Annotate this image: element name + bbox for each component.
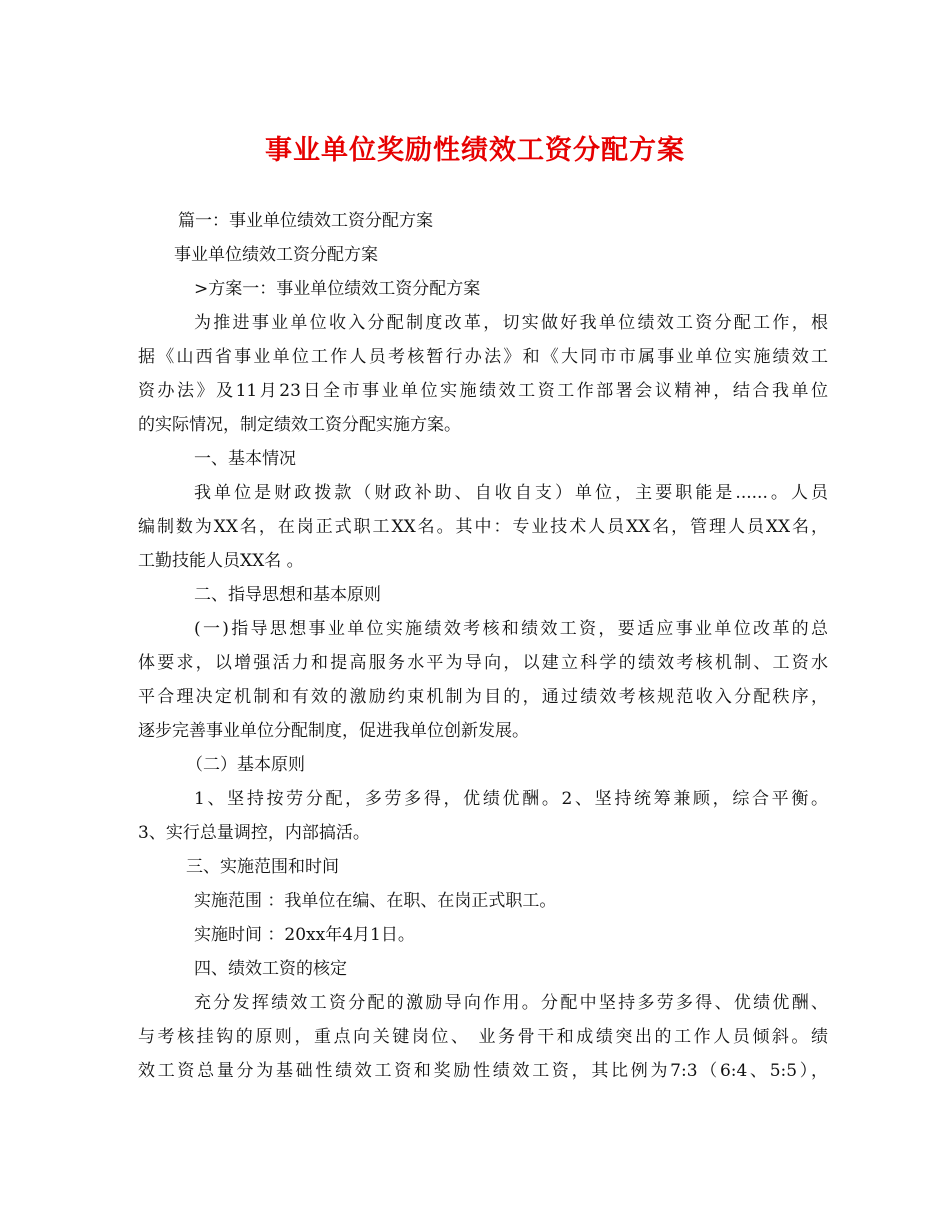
paragraph-line: 实施范围 ：我单位在编、在职、在岗正式职工。 <box>194 891 557 911</box>
section-heading: 三、实施范围和时间 <box>186 857 339 877</box>
paragraph-line: 平合理决定机制和有效的激励约束机制为目的，通过绩效考核规范收入分配秩序， <box>138 687 828 707</box>
section-heading: 篇一：事业单位绩效工资分配方案 <box>178 211 433 231</box>
subheading: >方案一：事业单位绩效工资分配方案 <box>194 279 481 299</box>
document-body <box>138 204 828 1088</box>
paragraph-line: 我单位是财政拨款（财政补助、自收自支）单位，主要职能是......。人员 <box>194 483 828 503</box>
paragraph-line: 实施时间 ：20xx年4月1日。 <box>194 925 415 945</box>
subheading: （二）基本原则 <box>186 755 305 775</box>
subheading: 事业单位绩效工资分配方案 <box>174 245 378 265</box>
paragraph-line: 与考核挂钩的原则，重点向关键岗位、 业务骨干和成绩突出的工作人员倾斜。绩 <box>138 1027 828 1047</box>
paragraph-line: 体要求，以增强活力和提高服务水平为导向，以建立科学的绩效考核机制、工资水 <box>138 653 828 673</box>
document-title: 事业单位奖励性绩效工资分配方案 <box>265 135 685 166</box>
paragraph-line: 工勤技能人员XX名 。 <box>138 551 304 571</box>
paragraph-line: (一)指导思想事业单位实施绩效考核和绩效工资，要适应事业单位改革的总 <box>194 619 828 639</box>
section-heading: 一、基本情况 <box>194 449 296 469</box>
paragraph-line: 效工资总量分为基础性绩效工资和奖励性绩效工资，其比例为7:3（6:4、5:5）， <box>138 1061 828 1081</box>
paragraph-line: 3、实行总量调控，内部搞活。 <box>138 823 370 843</box>
paragraph-line: 的实际情况，制定绩效工资分配实施方案。 <box>138 415 461 435</box>
paragraph-line: 据《山西省事业单位工作人员考核暂行办法》和《大同市市属事业单位实施绩效工 <box>138 347 828 367</box>
section-heading: 二、指导思想和基本原则 <box>194 585 381 605</box>
section-heading: 四、绩效工资的核定 <box>194 959 347 979</box>
paragraph-line: 逐步完善事业单位分配制度，促进我单位创新发展。 <box>138 721 529 741</box>
paragraph-line: 资办法》及11月23日全市事业单位实施绩效工资工作部署会议精神，结合我单位 <box>138 381 828 401</box>
paragraph-line: 充分发挥绩效工资分配的激励导向作用。分配中坚持多劳多得、优绩优酬、 <box>194 993 828 1013</box>
paragraph-line: 1、坚持按劳分配，多劳多得，优绩优酬。2、坚持统筹兼顾，综合平衡。 <box>194 789 828 809</box>
paragraph-line: 为推进事业单位收入分配制度改革，切实做好我单位绩效工资分配工作，根 <box>194 313 828 333</box>
paragraph-line: 编制数为XX名，在岗正式职工XX名。其中：专业技术人员XX名，管理人员XX名， <box>138 517 828 537</box>
